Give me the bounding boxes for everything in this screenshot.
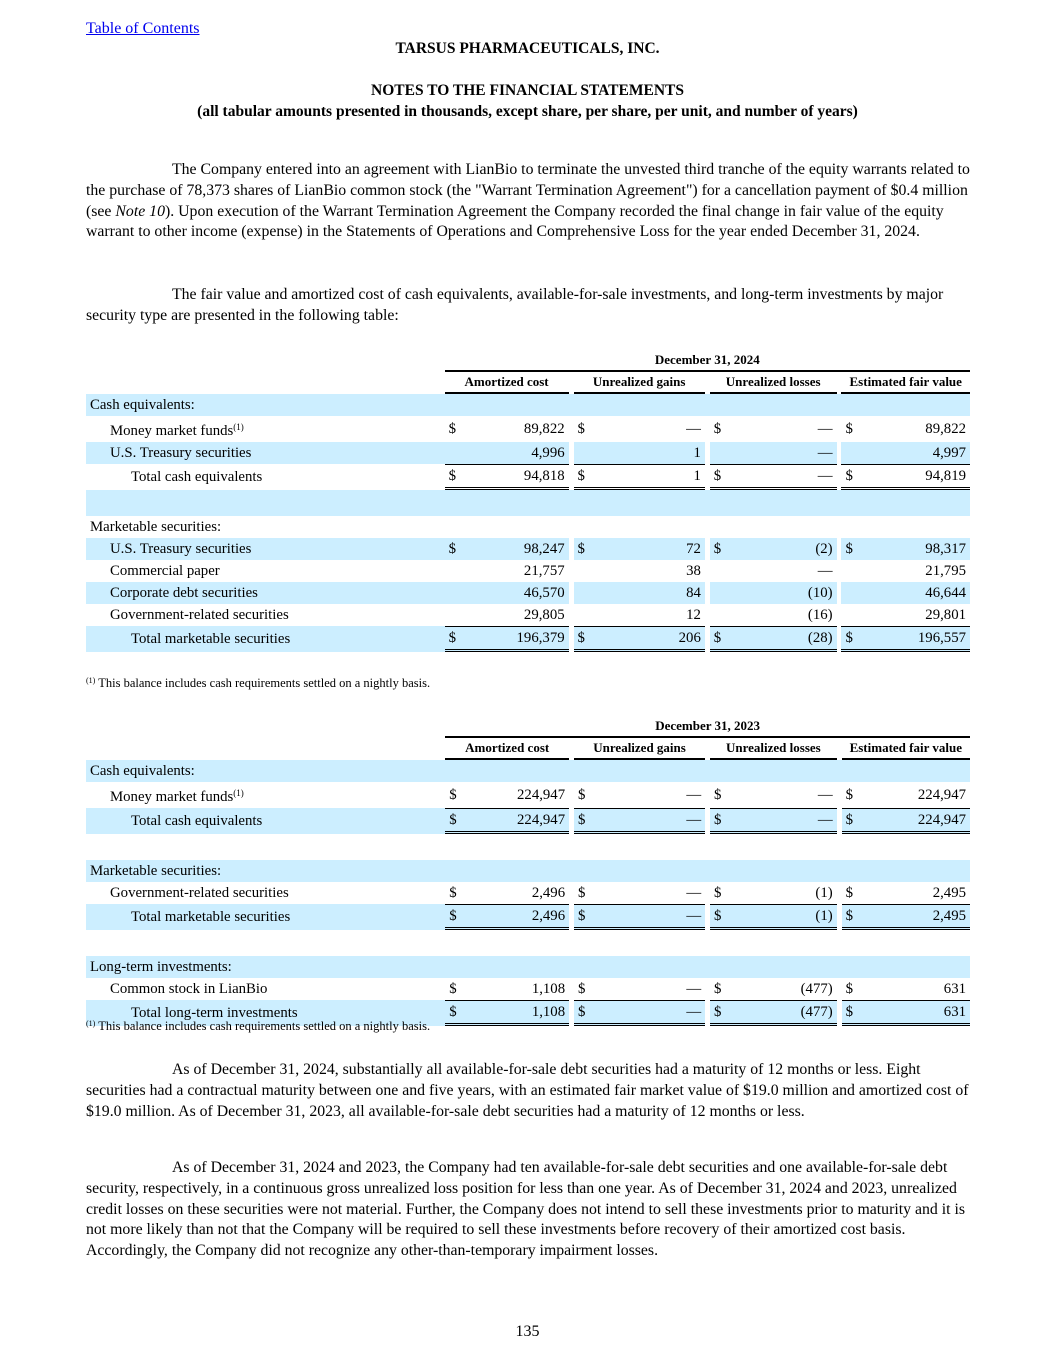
- page-number: 135: [515, 1323, 540, 1340]
- fair-value: 2,495: [932, 885, 966, 901]
- unrealized-losses: (477): [727, 1000, 836, 1026]
- table-row: [86, 442, 970, 464]
- currency: $: [845, 981, 853, 997]
- amortized-cost: 89,822: [523, 421, 565, 437]
- table-row: [86, 538, 970, 560]
- currency: $: [574, 464, 591, 490]
- notes-subtitle: (all tabular amounts presented in thousands, except share, per share, per unit, and number of years): [197, 103, 858, 120]
- section-header-marketable: Marketable securities:: [90, 519, 222, 535]
- amortized-cost: 4,996: [462, 442, 569, 464]
- currency: $: [449, 981, 457, 997]
- total-row: [86, 808, 970, 834]
- unrealized-losses: (16): [807, 607, 833, 623]
- unrealized-losses: (2): [727, 538, 836, 560]
- total-label: Total cash equivalents: [86, 808, 445, 834]
- unrealized-gains: 1: [591, 464, 705, 490]
- currency: $: [714, 787, 722, 803]
- table-row: [86, 882, 970, 904]
- note-reference: Note 10: [115, 202, 165, 220]
- currency: $: [445, 808, 462, 834]
- currency: $: [449, 787, 457, 803]
- unrealized-losses: (477): [800, 981, 833, 997]
- unrealized-losses: —: [727, 442, 836, 464]
- table-row: [86, 582, 970, 604]
- amortized-cost: 46,570: [462, 582, 569, 604]
- footnote-marker: (1): [233, 422, 244, 432]
- currency: $: [577, 885, 586, 901]
- amortized-cost: 1,108: [531, 981, 566, 997]
- col-estimated-fair-value: Estimated fair value: [842, 738, 970, 760]
- unrealized-losses: (1): [815, 885, 833, 901]
- table-date-header: December 31, 2023: [445, 716, 970, 738]
- fair-value: 21,795: [925, 563, 966, 579]
- unrealized-gains: —: [686, 885, 702, 901]
- currency: $: [574, 626, 591, 652]
- currency: $: [574, 904, 591, 930]
- amortized-cost: 224,947: [517, 787, 566, 803]
- unrealized-gains: —: [686, 787, 702, 803]
- row-label: Government-related securities: [110, 607, 289, 623]
- row-label: U.S. Treasury securities: [86, 442, 445, 464]
- currency: $: [714, 885, 722, 901]
- fair-value: 224,947: [859, 808, 970, 834]
- investments-table-2023: [86, 716, 970, 1026]
- unrealized-losses: (28): [727, 626, 836, 652]
- currency: $: [577, 981, 586, 997]
- currency: $: [842, 904, 860, 930]
- unrealized-gains: 206: [591, 626, 705, 652]
- col-unrealized-losses: Unrealized losses: [710, 738, 837, 760]
- paragraph-text: As of December 31, 2024 and 2023, the Company had ten available-for-sale debt securities and one available-for-sale debt security, respectively, in a continuous gross unrealized loss position for less than one year. As of December 31, 2024 and 2023, unrealized credit losses on these securities were not material. Further, the Company does not intend to sell these investments prior to maturity and it is not more likely than not that the Company will be required to sell these investments before recovery of their amortized cost basis. Accordingly, the Company did not recognize any other-than-temporary impairment losses.: [86, 1159, 965, 1260]
- paragraph-text: The Company entered into an agreement with LianBio to terminate the unvested third tranche of the equity warrants related to the purchase of 78,373 shares of LianBio common stock (the "Warrant Termination Agreement") for a cancellation payment of $0.4 million (see: [86, 161, 970, 220]
- footnote-2024: [86, 676, 430, 691]
- unrealized-gains: 38: [686, 563, 701, 579]
- row-label: Commercial paper: [110, 563, 220, 579]
- unrealized-losses: —: [727, 808, 836, 834]
- currency: $: [710, 1000, 727, 1026]
- paragraph-text: The fair value and amortized cost of cash equivalents, available-for-sale investments, and long-term investments by major security type are presented in the following table:: [86, 286, 944, 324]
- fair-value: 196,557: [859, 626, 970, 652]
- currency: $: [842, 1000, 860, 1026]
- unrealized-gains: —: [686, 421, 701, 437]
- fair-value: 94,819: [859, 464, 970, 490]
- amortized-cost: 2,496: [531, 885, 566, 901]
- row-label: U.S. Treasury securities: [86, 538, 445, 560]
- footnote-text: This balance includes cash requirements settled on a nightly basis.: [98, 676, 431, 690]
- fair-value: 98,317: [859, 538, 970, 560]
- paragraph-text: As of December 31, 2024, substantially all available-for-sale debt securities had a maturity of 12 months or less. Eight securities had a contractual maturity between one and five years, with an estimated fair market value of $19.0 million and amortized cost of $19.0 million. As of December 31, 2023, all available-for-sale debt securities had a maturity of 12 months or less.: [86, 1061, 969, 1120]
- col-unrealized-losses: Unrealized losses: [710, 372, 837, 394]
- unrealized-losses: —: [817, 563, 833, 579]
- currency: $: [845, 421, 853, 437]
- col-amortized-cost: Amortized cost: [445, 372, 569, 394]
- currency: $: [448, 421, 456, 437]
- footnote-marker: (1): [86, 676, 96, 685]
- fair-value: 224,947: [917, 787, 966, 803]
- currency: $: [842, 808, 860, 834]
- amortized-cost: 2,496: [462, 904, 569, 930]
- currency: $: [845, 885, 853, 901]
- fair-value: 631: [943, 981, 966, 997]
- unrealized-gains: 12: [686, 607, 701, 623]
- table-row: [86, 604, 970, 626]
- currency: $: [713, 421, 722, 437]
- currency: $: [845, 787, 853, 803]
- currency: $: [445, 626, 462, 652]
- unrealized-losses: (1): [727, 904, 836, 930]
- unrealized-gains: —: [591, 904, 705, 930]
- fair-value: 2,495: [859, 904, 970, 930]
- currency: $: [445, 904, 462, 930]
- table-date-header: December 31, 2024: [445, 350, 970, 372]
- footnote-2023: [86, 1019, 430, 1034]
- currency: $: [710, 626, 727, 652]
- currency: $: [574, 1000, 591, 1026]
- amortized-cost: 196,379: [462, 626, 569, 652]
- paragraph-table-intro: [86, 285, 970, 327]
- unrealized-losses: —: [817, 421, 833, 437]
- unrealized-gains: —: [591, 808, 705, 834]
- currency: $: [710, 904, 727, 930]
- paragraph-unrealized-loss: [86, 1158, 970, 1262]
- paragraph-warrant-termination: [86, 160, 970, 243]
- row-label: Corporate debt securities: [86, 582, 445, 604]
- notes-title: NOTES TO THE FINANCIAL STATEMENTS: [371, 82, 684, 99]
- currency: $: [710, 538, 727, 560]
- currency: $: [841, 538, 859, 560]
- currency: $: [574, 808, 591, 834]
- fair-value: 89,822: [925, 421, 966, 437]
- section-header-long-term: Long-term investments:: [86, 956, 970, 978]
- section-header-marketable: Marketable securities:: [86, 860, 970, 882]
- table-row: [86, 978, 970, 1000]
- table-of-contents-link[interactable]: Table of Contents: [86, 20, 200, 37]
- fair-value: 631: [859, 1000, 970, 1026]
- paragraph-text: ). Upon execution of the Warrant Termination Agreement the Company recorded the final change in fair value of the equity warrant to other income (expense) in the Statements of Operations and Comprehensive Loss for the year ended December 31, 2024.: [86, 202, 944, 241]
- currency: $: [841, 464, 859, 490]
- unrealized-losses: —: [727, 464, 836, 490]
- section-header-cash: Cash equivalents:: [86, 394, 970, 416]
- unrealized-gains: 72: [591, 538, 705, 560]
- footnote-marker: (1): [233, 788, 244, 798]
- amortized-cost: 21,757: [523, 563, 565, 579]
- table-row: [86, 560, 970, 582]
- currency: $: [710, 464, 727, 490]
- fair-value: 29,801: [925, 607, 966, 623]
- amortized-cost: 29,805: [523, 607, 565, 623]
- total-row: [86, 464, 970, 490]
- row-label: Common stock in LianBio: [110, 981, 268, 997]
- amortized-cost: 98,247: [462, 538, 569, 560]
- row-label: Money market funds: [110, 789, 234, 805]
- currency: $: [445, 538, 462, 560]
- total-label: Total marketable securities: [86, 904, 445, 930]
- row-label: Money market funds: [110, 423, 234, 439]
- col-unrealized-gains: Unrealized gains: [574, 372, 705, 394]
- total-row: [86, 626, 970, 652]
- fair-value: 46,644: [859, 582, 970, 604]
- total-label: Total marketable securities: [86, 626, 445, 652]
- col-unrealized-gains: Unrealized gains: [574, 738, 705, 760]
- col-estimated-fair-value: Estimated fair value: [841, 372, 970, 394]
- total-row: [86, 904, 970, 930]
- unrealized-gains: 84: [591, 582, 705, 604]
- currency: $: [710, 808, 727, 834]
- currency: $: [714, 981, 722, 997]
- company-name: TARSUS PHARMACEUTICALS, INC.: [395, 40, 660, 57]
- amortized-cost: 224,947: [462, 808, 569, 834]
- currency: $: [445, 1000, 462, 1026]
- investments-table-2024: [86, 350, 970, 652]
- unrealized-gains: 1: [591, 442, 705, 464]
- amortized-cost: 1,108: [462, 1000, 569, 1026]
- currency: $: [577, 787, 586, 803]
- footnote-text: This balance includes cash requirements settled on a nightly basis.: [98, 1019, 431, 1033]
- amortized-cost: 94,818: [462, 464, 569, 490]
- section-header-cash: Cash equivalents:: [86, 760, 970, 782]
- table-row: [86, 416, 970, 442]
- unrealized-losses: —: [817, 787, 833, 803]
- table-row: [86, 782, 970, 808]
- row-label: Government-related securities: [110, 885, 289, 901]
- fair-value: 4,997: [859, 442, 970, 464]
- col-amortized-cost: Amortized cost: [445, 738, 569, 760]
- unrealized-gains: —: [591, 1000, 705, 1026]
- paragraph-maturity: [86, 1060, 970, 1122]
- currency: $: [577, 421, 585, 437]
- footnote-marker: (1): [86, 1019, 96, 1028]
- total-label: Total cash equivalents: [131, 469, 263, 485]
- unrealized-losses: (10): [727, 582, 836, 604]
- currency: $: [841, 626, 859, 652]
- currency: $: [574, 538, 591, 560]
- currency: $: [445, 464, 462, 490]
- total-label: Total long-term investments: [86, 1000, 445, 1026]
- unrealized-gains: —: [686, 981, 702, 997]
- currency: $: [449, 885, 457, 901]
